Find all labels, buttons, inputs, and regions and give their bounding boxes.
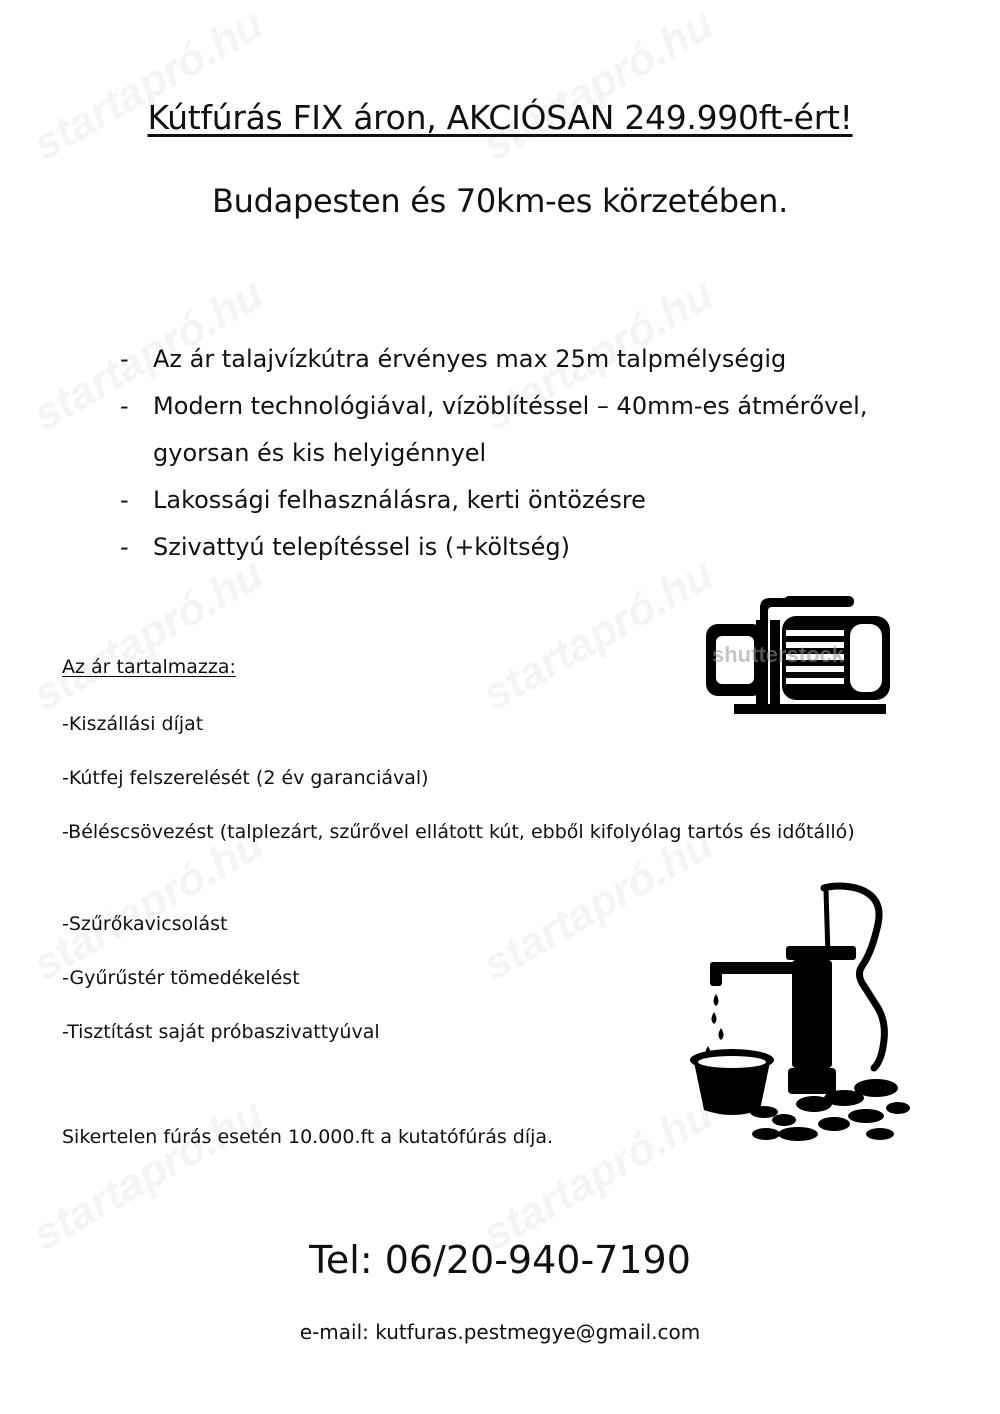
list-item: - Lakossági felhasználásra, kerti öntözésre	[120, 486, 646, 514]
water-pump-icon	[700, 592, 896, 720]
list-item-text: Szivattyú telepítéssel is (+költség)	[153, 533, 570, 561]
feature-list	[120, 336, 900, 571]
phone-number[interactable]: Tel: 06/20-940-7190	[309, 1238, 691, 1282]
list-item-text: Lakossági felhasználásra, kerti öntözésre	[153, 486, 646, 514]
site-watermark	[475, 0, 722, 171]
site-watermark	[25, 1089, 272, 1261]
list-item: - Modern technológiával, vízöblítéssel – 40mm-es átmérővel, gyorsan és kis helyigénnyel	[120, 392, 868, 467]
list-item: -Gyűrűstér tömedékelést	[62, 967, 300, 989]
list-item: -Szűrőkavicsolást	[62, 913, 228, 935]
site-watermark	[475, 549, 722, 721]
list-item: -Kútfej felszerelését (2 év garanciával)	[62, 767, 429, 789]
site-watermark	[475, 1089, 722, 1261]
list-item: -Tisztítást saját próbaszivattyúval	[62, 1021, 380, 1043]
list-item: -Kiszállási díjat	[62, 713, 204, 735]
email-address[interactable]: e-mail: kutfuras.pestmegye@gmail.com	[299, 1320, 701, 1344]
stock-watermark: shutterstock	[712, 642, 845, 667]
page-title: Kútfúrás FIX áron, AKCIÓSAN 249.990ft-ért!	[147, 98, 853, 137]
list-item: - Szivattyú telepítéssel is (+költség)	[120, 533, 570, 561]
list-item: - Az ár talajvízkútra érvényes max 25m talpmélységig	[120, 345, 787, 373]
list-item-text: Az ár talajvízkútra érvényes max 25m talpmélységig	[153, 345, 787, 373]
site-watermark	[25, 0, 272, 171]
list-item-text: Modern technológiával, vízöblítéssel – 40mm-es átmérővel, gyorsan és kis helyigénnyel	[153, 392, 868, 467]
page-subtitle: Budapesten és 70km-es körzetében.	[212, 182, 788, 220]
list-item: -Béléscsövezést (talplezárt, szűrővel ellátott kút, ebből kifolyólag tartós és időtálló)	[62, 821, 855, 843]
failure-note: Sikertelen fúrás esetén 10.000.ft a kutatófúrás díja.	[62, 1126, 554, 1148]
hand-water-pump-icon	[688, 882, 912, 1144]
includes-heading: Az ár tartalmazza:	[62, 656, 236, 678]
site-watermark	[25, 549, 272, 721]
